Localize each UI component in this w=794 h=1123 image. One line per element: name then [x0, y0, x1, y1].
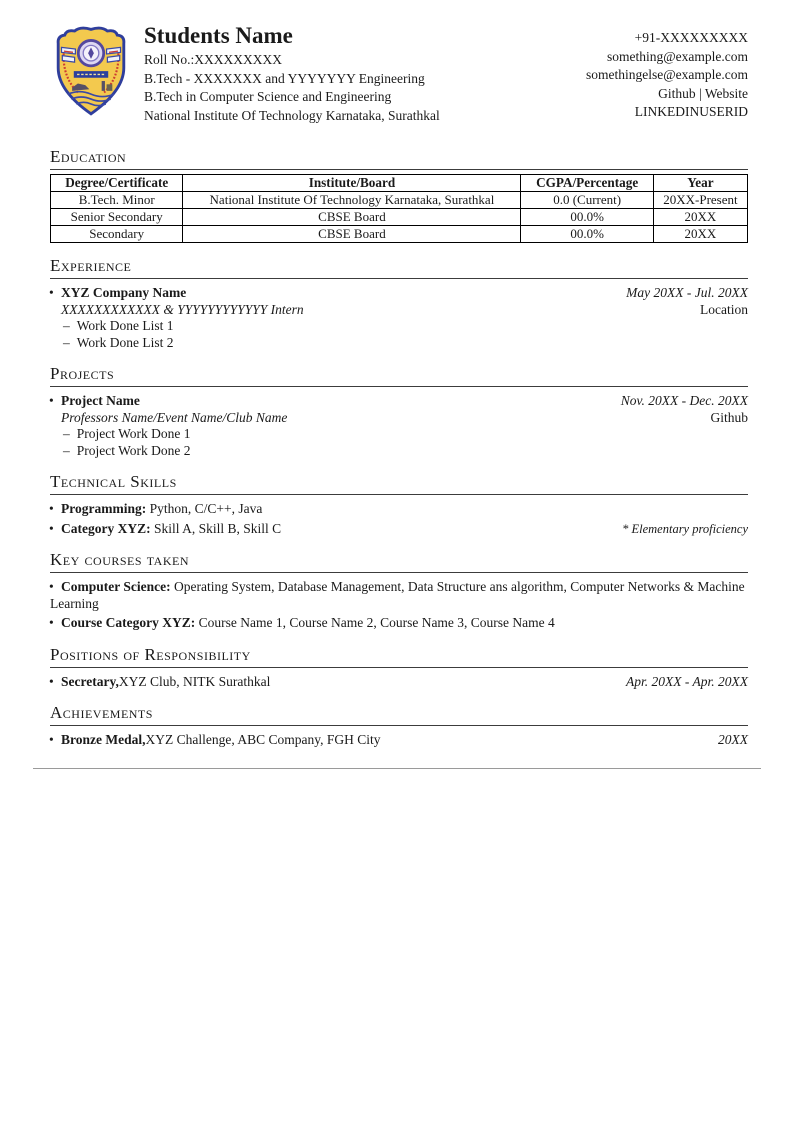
technical-skills-title: Technical Skills [50, 473, 748, 495]
cell-cgpa: 0.0 (Current) [521, 192, 653, 209]
experience-heading-row [50, 285, 748, 302]
key-courses-title: Key courses taken [50, 551, 748, 573]
section-key-courses [50, 551, 748, 632]
phone-number: +91-XXXXXXXXX [634, 30, 748, 45]
skill-values: Python, C/C++, Java [149, 501, 263, 516]
course-category: Computer Science: [61, 579, 171, 594]
student-name: Students Name [144, 23, 293, 48]
course-values: Operating System, Database Management, Data Structure ans algorithm, Computer Networks & Machine Learning [50, 579, 745, 611]
experience-item [50, 285, 748, 351]
skill-row [50, 501, 748, 518]
experience-role: XXXXXXXXXXXX & YYYYYYYYYYYY Intern [61, 301, 304, 317]
skill-row [50, 521, 748, 538]
cell-year: 20XX [653, 226, 747, 243]
project-github-link[interactable]: Github [710, 409, 748, 425]
cell-cgpa: 00.0% [521, 226, 653, 243]
crest-icon [50, 25, 132, 119]
experience-dates: May 20XX - Jul. 20XX [626, 285, 748, 300]
col-year: Year [653, 175, 747, 192]
col-degree: Degree/Certificate [51, 175, 183, 192]
project-item [50, 393, 748, 459]
achievement-detail: XYZ Challenge, ABC Company, FGH City [145, 732, 381, 747]
section-projects [50, 365, 748, 459]
achievement-name: Bronze Medal, [61, 732, 146, 747]
cell-year: 20XX [653, 209, 747, 226]
skill-values: Skill A, Skill B, Skill C [153, 520, 282, 536]
list-item: – Work Done List 1 [50, 318, 748, 335]
header-identity [144, 24, 586, 125]
cell-institute: CBSE Board [183, 209, 521, 226]
list-item: – Work Done List 2 [50, 335, 748, 352]
nitk-crest-logo [50, 25, 132, 119]
cell-degree: B.Tech. Minor [51, 192, 183, 209]
project-name: Project Name [61, 393, 140, 408]
degree-line: B.Tech - XXXXXXX and YYYYYYY Engineering [144, 70, 425, 86]
cell-degree: Senior Secondary [51, 209, 183, 226]
position-org: XYZ Club, NITK Surathkal [118, 673, 271, 689]
experience-role-row [50, 302, 748, 319]
position-item [50, 674, 748, 691]
cell-institute: National Institute Of Technology Karnataka, Surathkal [183, 192, 521, 209]
position-dates: Apr. 20XX - Apr. 20XX [626, 673, 748, 689]
course-category: Course Category XYZ: [61, 615, 196, 630]
achievements-title: Achievements [50, 704, 748, 726]
course-row [50, 579, 748, 612]
roll-number: Roll No.:XXXXXXXXX [144, 52, 282, 67]
achievement-row [50, 732, 748, 749]
projects-title: Projects [50, 365, 748, 387]
list-item: – Project Work Done 1 [50, 426, 748, 443]
education-header-row [51, 175, 748, 192]
skill-category: Category XYZ: [61, 520, 151, 536]
education-table [50, 174, 748, 243]
section-achievements [50, 704, 748, 749]
footer-rule [33, 768, 761, 769]
section-technical-skills [50, 473, 748, 537]
skill-category: Programming: [61, 501, 147, 516]
proficiency-note: * Elementary proficiency [622, 521, 748, 536]
course-row [50, 615, 748, 632]
table-row [51, 192, 748, 209]
achievement-item [50, 732, 748, 749]
section-education [50, 148, 748, 243]
cell-year: 20XX-Present [653, 192, 747, 209]
institute-line: National Institute Of Technology Karnataka, Surathkal [144, 107, 440, 123]
list-item: – Project Work Done 2 [50, 443, 748, 460]
col-cgpa: CGPA/Percentage [521, 175, 653, 192]
courses-list [50, 579, 748, 632]
experience-title: Experience [50, 257, 748, 279]
col-institute: Institute/Board [183, 175, 521, 192]
position-row [50, 674, 748, 691]
company-name: XYZ Company Name [61, 285, 187, 300]
education-title: Education [50, 148, 748, 170]
skills-list [50, 501, 748, 537]
project-dates: Nov. 20XX - Dec. 20XX [620, 393, 748, 408]
project-subtitle: Professors Name/Event Name/Club Name [61, 409, 288, 425]
cell-degree: Secondary [51, 226, 183, 243]
achievement-year: 20XX [718, 732, 748, 747]
email-primary[interactable]: something@example.com [606, 48, 748, 64]
table-row [51, 226, 748, 243]
linkedin-link[interactable]: LINKEDINUSERID [634, 104, 748, 119]
cell-cgpa: 00.0% [521, 209, 653, 226]
major-line: B.Tech in Computer Science and Engineering [144, 89, 392, 104]
position-role: Secretary, [61, 673, 119, 689]
project-heading-row [50, 393, 748, 410]
course-values: Course Name 1, Course Name 2, Course Name 3, Course Name 4 [198, 615, 555, 630]
section-positions [50, 646, 748, 691]
project-subtitle-row [50, 410, 748, 427]
cell-institute: CBSE Board [183, 226, 521, 243]
header-contact [586, 24, 748, 122]
table-row [51, 209, 748, 226]
section-experience [50, 257, 748, 351]
github-website-links[interactable]: Github | Website [658, 85, 748, 101]
experience-location: Location [700, 301, 748, 317]
email-secondary[interactable]: somethingelse@example.com [585, 67, 748, 82]
positions-title: Positions of Responsibility [50, 646, 748, 668]
header [50, 24, 748, 125]
